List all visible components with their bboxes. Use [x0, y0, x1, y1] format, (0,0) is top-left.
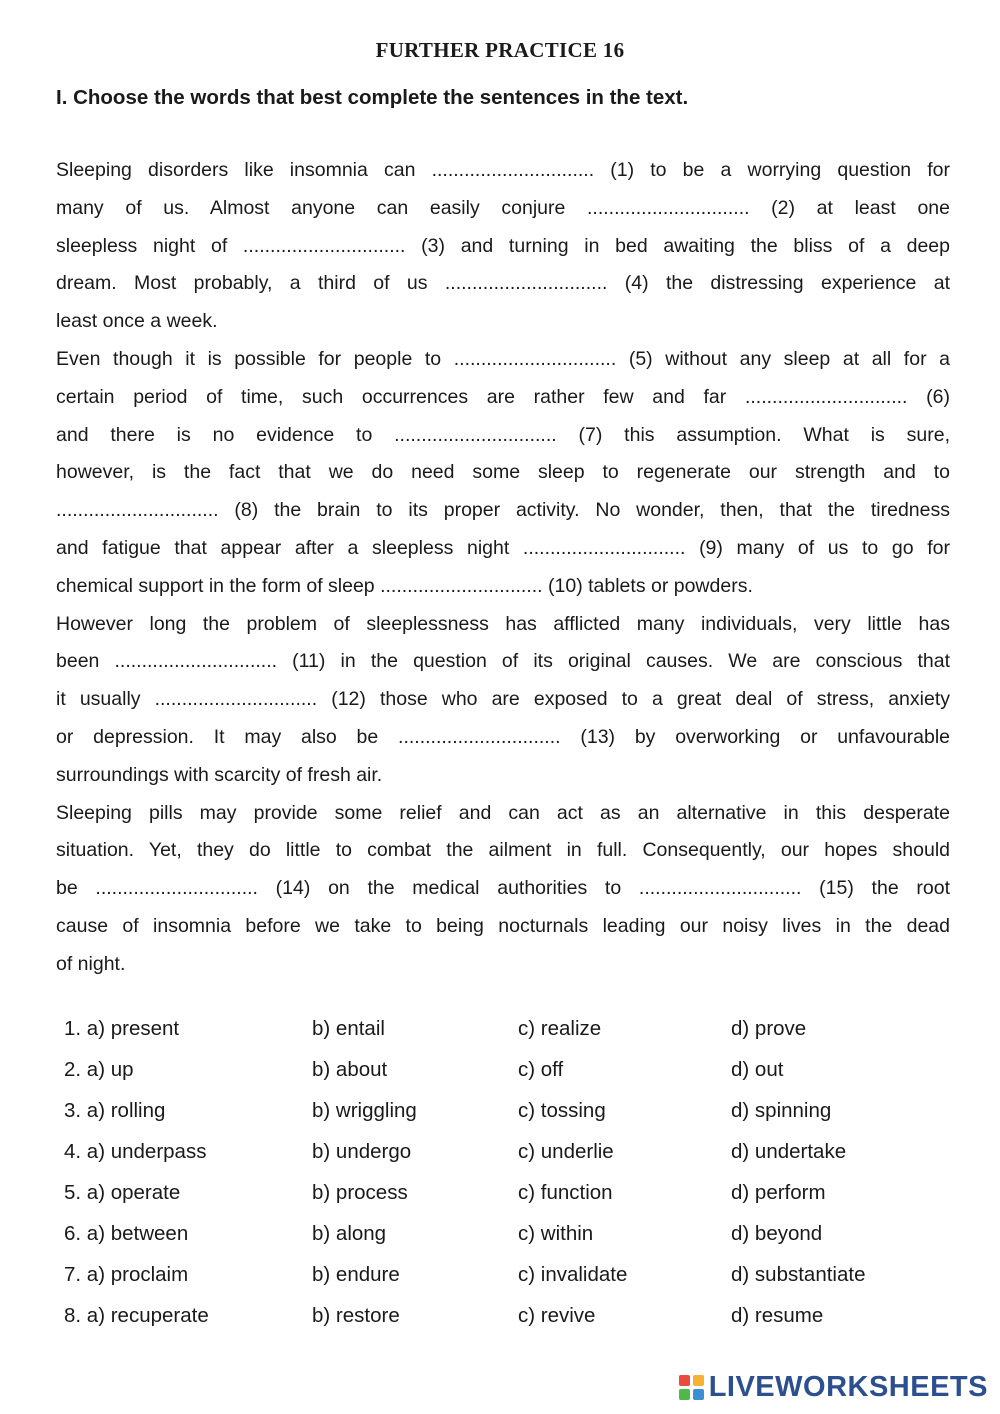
option-c[interactable]: c) underlie: [518, 1140, 614, 1163]
option-row-6: [64, 1213, 924, 1254]
option-a[interactable]: 3. a) rolling: [64, 1099, 166, 1122]
passage-line: Sleeping disorders like insomnia can .............................. (1) to be a worrying question for: [56, 159, 950, 181]
passage-line: many of us. Almost anyone can easily conjure .............................. (2) at least one: [56, 196, 950, 219]
option-a[interactable]: 2. a) up: [64, 1058, 134, 1081]
passage-line: and there is no evidence to .............................. (7) this assumption. What is sure,: [56, 423, 950, 446]
option-c[interactable]: c) function: [518, 1181, 613, 1204]
option-d[interactable]: d) resume: [731, 1304, 824, 1327]
liveworksheets-logo-icon: [679, 1375, 705, 1401]
passage-line: Even though it is possible for people to .............................. (5) without any sleep at all for a: [56, 347, 950, 370]
passage-line: Sleeping pills may provide some relief and can act as an alternative in this desperate: [56, 801, 950, 824]
option-a[interactable]: 4. a) underpass: [64, 1140, 207, 1163]
option-row-7: [64, 1254, 924, 1295]
option-a[interactable]: 6. a) between: [64, 1222, 189, 1245]
option-a[interactable]: 5. a) operate: [64, 1181, 181, 1204]
option-d[interactable]: d) substantiate: [731, 1263, 866, 1286]
option-c[interactable]: c) realize: [518, 1017, 602, 1040]
passage-line: dream. Most probably, a third of us .............................. (4) the distressing experience at: [56, 272, 950, 295]
passage-line: sleepless night of .............................. (3) and turning in bed awaiting the bliss of a deep: [56, 234, 950, 257]
passage-line: .............................. (8) the brain to its proper activity. No wonder, then, that the tiredness: [56, 499, 950, 522]
passage-line: however, is the fact that we do need some sleep to regenerate our strength and to: [56, 461, 950, 484]
passage-line: However long the problem of sleeplessness has afflicted many individuals, very little has: [56, 612, 950, 635]
passage-line: least once a week.: [56, 310, 218, 333]
option-c[interactable]: c) tossing: [518, 1099, 606, 1122]
option-d[interactable]: d) undertake: [731, 1140, 847, 1163]
option-a[interactable]: 7. a) proclaim: [64, 1263, 189, 1286]
option-d[interactable]: d) perform: [731, 1181, 826, 1204]
liveworksheets-logo: [679, 1371, 988, 1404]
option-row-3: [64, 1090, 924, 1131]
option-b[interactable]: b) process: [312, 1181, 408, 1204]
option-a[interactable]: 1. a) present: [64, 1017, 180, 1040]
option-row-4: [64, 1131, 924, 1172]
option-a[interactable]: 8. a) recuperate: [64, 1304, 209, 1327]
passage-line: been .............................. (11) in the question of its original causes. We are conscious that: [56, 650, 950, 673]
option-b[interactable]: b) restore: [312, 1304, 400, 1327]
option-row-2: [64, 1049, 924, 1090]
answer-options: [64, 1008, 924, 1336]
passage-line: cause of insomnia before we take to being nocturnals leading our noisy lives in the dead: [56, 914, 950, 937]
option-b[interactable]: b) along: [312, 1222, 387, 1245]
passage-line: be .............................. (14) on the medical authorities to .............................. (15) the root: [56, 877, 950, 900]
option-b[interactable]: b) undergo: [312, 1140, 412, 1163]
passage-line: it usually .............................. (12) those who are exposed to a great deal of stress, anxiety: [56, 688, 950, 711]
option-d[interactable]: d) out: [731, 1058, 784, 1081]
logo-square-yellow: [693, 1375, 704, 1386]
instruction-heading: I. Choose the words that best complete the sentences in the text.: [56, 86, 689, 109]
option-c[interactable]: c) revive: [518, 1304, 596, 1327]
option-c[interactable]: c) off: [518, 1058, 564, 1081]
passage-line: surroundings with scarcity of fresh air.: [56, 763, 383, 786]
option-row-5: [64, 1172, 924, 1213]
option-row-8: [64, 1295, 924, 1336]
option-c[interactable]: c) within: [518, 1222, 594, 1245]
option-d[interactable]: d) beyond: [731, 1222, 823, 1245]
passage-line: certain period of time, such occurrences are rather few and far .............................. (6): [56, 385, 950, 408]
option-d[interactable]: d) prove: [731, 1017, 807, 1040]
option-d[interactable]: d) spinning: [731, 1099, 832, 1122]
logo-square-blue: [693, 1389, 704, 1400]
option-row-1: [64, 1008, 924, 1049]
passage-line: chemical support in the form of sleep .............................. (10) tablets or powders.: [56, 574, 753, 597]
option-b[interactable]: b) wriggling: [312, 1099, 417, 1122]
logo-square-green: [679, 1389, 690, 1400]
passage: [56, 152, 950, 984]
passage-line: of night.: [56, 952, 126, 975]
passage-line: or depression. It may also be .............................. (13) by overworking or unfavourable: [56, 725, 950, 748]
page-title: FURTHER PRACTICE 16: [375, 38, 625, 62]
liveworksheets-logo-text: LIVEWORKSHEETS: [708, 1371, 988, 1403]
logo-square-red: [679, 1375, 690, 1386]
option-b[interactable]: b) endure: [312, 1263, 400, 1286]
option-b[interactable]: b) about: [312, 1058, 388, 1081]
option-b[interactable]: b) entail: [312, 1017, 385, 1040]
passage-line: and fatigue that appear after a sleepless night .............................. (9) many of us to go for: [56, 536, 950, 559]
passage-line: situation. Yet, they do little to combat the ailment in full. Consequently, our hopes should: [56, 839, 950, 862]
option-c[interactable]: c) invalidate: [518, 1263, 628, 1286]
